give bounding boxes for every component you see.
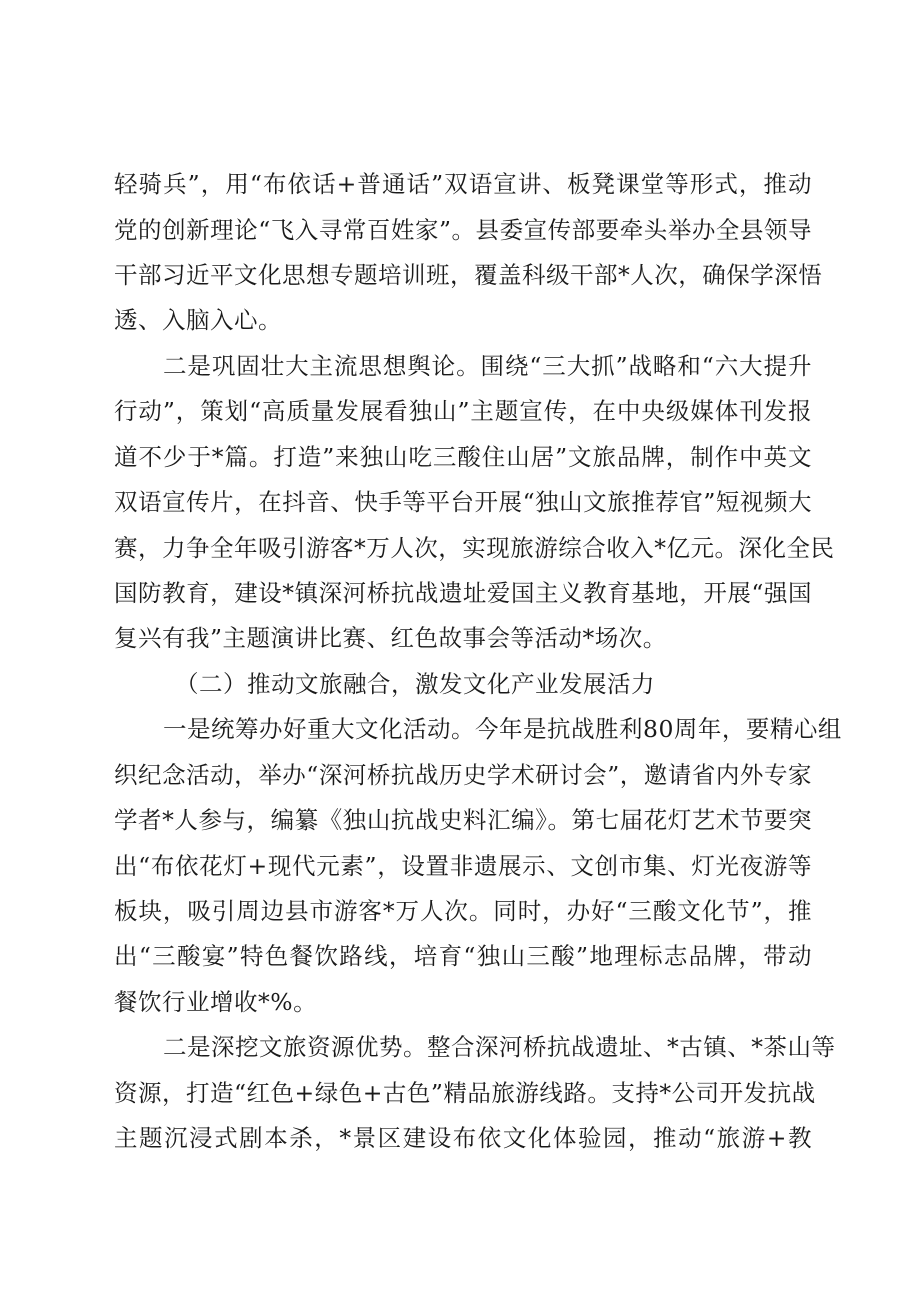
- text-line: 国防教育，建设*镇深河桥抗战遗址爱国主义教育基地，开展“强国: [114, 579, 812, 607]
- text-line: 出“三酸宴”特色餐饮路线，培育“独山三酸”地理标志品牌，带动: [114, 942, 812, 970]
- text-line: 透、入脑入心。: [114, 306, 282, 334]
- text-line: 餐饮行业增收*%。: [114, 988, 318, 1016]
- text-line: 资源，打造“红色+绿色+古色”精品旅游线路。支持*公司开发抗战: [114, 1079, 816, 1107]
- text-line: 干部习近平文化思想专题培训班，覆盖科级干部*人次，确保学深悟: [114, 261, 823, 289]
- text-line: 织纪念活动，举办“深河桥抗战历史学术研讨会”，邀请省内外专家: [114, 761, 812, 789]
- paragraph-first-line: 二是巩固壮大主流思想舆论。围绕“三大抓”战略和“六大提升: [163, 352, 812, 380]
- text-line: 轻骑兵”，用“布依话+普通话”双语宣讲、板凳课堂等形式，推动: [114, 170, 812, 198]
- text-line: 复兴有我”主题演讲比赛、红色故事会等活动*场次。: [114, 624, 667, 652]
- text-line: 学者*人参与，编纂《独山抗战史料汇编》。第七届花灯艺术节要突: [114, 806, 812, 834]
- text-line: 道不少于*篇。打造”来独山吃三酸住山居”文旅品牌，制作中英文: [114, 443, 812, 471]
- text-line: 党的创新理论“飞入寻常百姓家”。县委宣传部要牵头举办全县领导: [114, 216, 812, 244]
- text-line: 板块，吸引周边县市游客*万人次。同时，办好“三酸文化节”，推: [114, 897, 812, 925]
- paragraph-first-line: 一是统筹办好重大文化活动。今年是抗战胜利80周年，要精心组: [163, 715, 842, 743]
- text-line: 出“布依花灯+现代元素”，设置非遗展示、文创市集、灯光夜游等: [114, 852, 812, 880]
- text-line: 主题沉浸式剧本杀，*景区建设布依文化体验园，推动“旅游+教: [114, 1124, 812, 1152]
- text-line: 双语宣传片，在抖音、快手等平台开展“独山文旅推荐官”短视频大: [114, 488, 812, 516]
- paragraph-first-line: 二是深挖文旅资源优势。整合深河桥抗战遗址、*古镇、*茶山等: [163, 1033, 836, 1061]
- text-line: 行动”，策划“高质量发展看独山”主题宣传，在中央级媒体刊发报: [114, 397, 812, 425]
- text-line: 赛，力争全年吸引游客*万人次，实现旅游综合收入*亿元。深化全民: [114, 534, 835, 562]
- section-heading: （二）推动文旅融合，激发文化产业发展活力: [175, 670, 655, 698]
